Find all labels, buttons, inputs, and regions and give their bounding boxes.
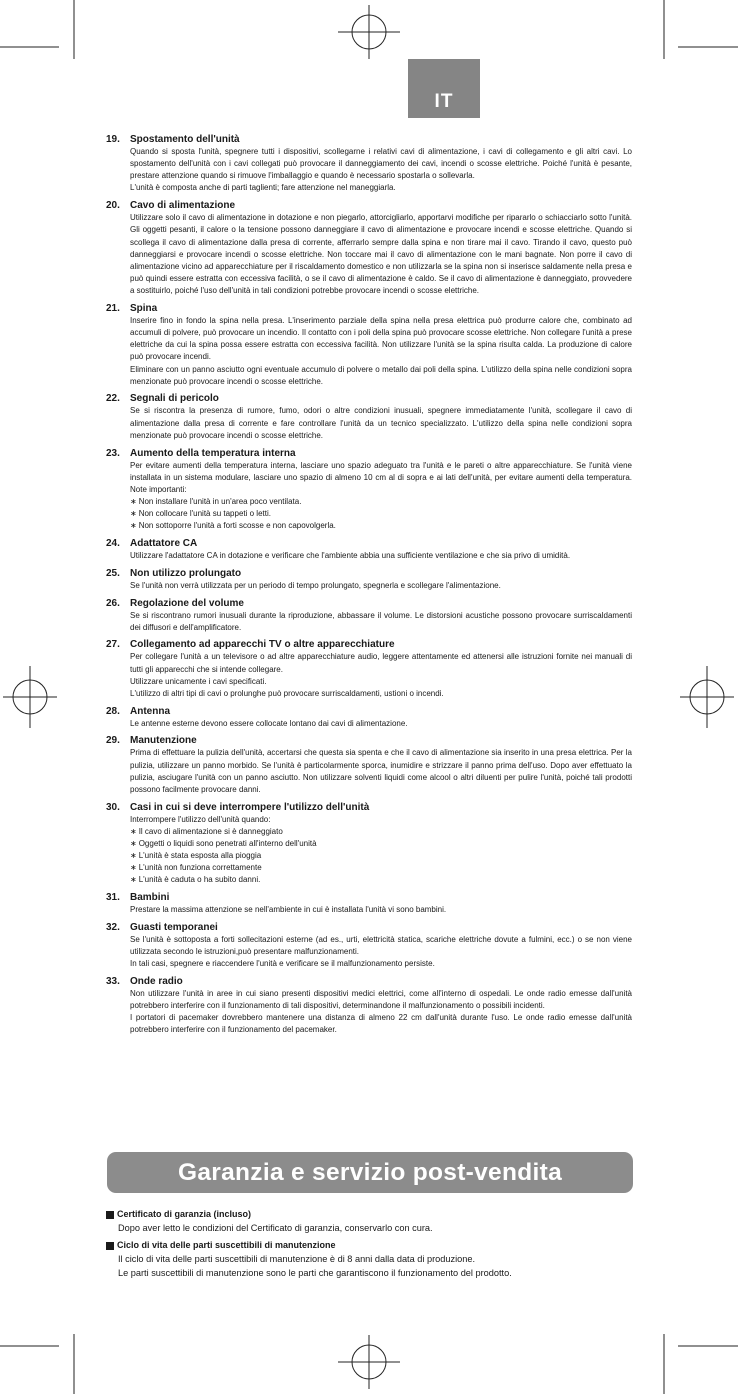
instruction-item: [106, 448, 632, 533]
item-body: [130, 892, 632, 916]
item-body: [130, 538, 632, 562]
item-title: Spina: [130, 302, 158, 314]
instruction-item: [106, 393, 632, 441]
paragraph: Se si riscontrano rumori inusuali durante la riproduzione, abbassare il volume. Le distorsioni acustiche possono provocare surriscaldamenti dei diffusori e dell'amplificatore.: [130, 610, 632, 632]
instruction-item: [106, 303, 632, 388]
item-title: Onde radio: [130, 975, 183, 987]
item-body: [130, 735, 632, 796]
bullet-line: ∗ Non collocare l'unità su tappeti o letti.: [130, 508, 632, 520]
item-body: [130, 303, 632, 388]
bullet-line: ∗ L'unità è stata esposta alla pioggia: [130, 850, 632, 862]
paragraph: Prestare la massima attenzione se nell'ambiente in cui è installata l'unità vi sono bambini.: [130, 905, 447, 915]
section-banner: Garanzia e servizio post-vendita: [107, 1152, 633, 1193]
item-title: Spostamento dell'unità: [130, 134, 240, 145]
instruction-item: [106, 639, 632, 700]
paragraph: Se l'unità è sottoposta a forti sollecitazioni esterne (ad es., urti, elettricità statica, scariche elettriche dovute a fulmini, ecc.) o se non viene utilizzata secondo le istruzioni,può presentare malfunzionamenti.: [130, 934, 632, 957]
item-number: 25.: [106, 567, 120, 579]
item-body: [130, 976, 632, 1037]
paragraph: Per collegare l'unità a un televisore o ad altre apparecchiature audio, leggere attentamente ed attenersi alle istruzioni fornite nei manuali di tutti gli apparecchi che si intende collegare.: [130, 652, 632, 674]
item-body: [130, 393, 632, 441]
item-body: [130, 134, 632, 195]
bullet-line: ∗ L'unità non funziona correttamente: [130, 862, 632, 874]
item-number: 29.: [106, 735, 120, 747]
item-number: 30.: [106, 801, 120, 813]
language-tab: IT: [408, 59, 480, 118]
item-body: [130, 200, 632, 297]
paragraph: Eliminare con un panno asciutto ogni eventuale accumulo di polvere o metallo dai poli della spina. L'utilizzo della spina nelle condizioni sopra menzionate può provocare incendi o scosse elettriche.: [130, 364, 632, 386]
paragraph: Non utilizzare l'unità in aree in cui siano presenti dispositivi medici elettrici, come all'interno di ospedali. Le onde radio emesse dall'unità potrebbero interferire con il funzionamento di tali dispositivi, determinandone il malfunzionamento o possibili incidenti.: [130, 988, 632, 1011]
paragraph: Prima di effettuare la pulizia dell'unità, accertarsi che questa sia spenta e che il cavo di alimentazione sia inserito in una presa elettrica. Per la pulizia, utilizzare un panno morbido. Se l'unità è particolarmente sporca, inumidire e strizzare il panno prima dell'uso. Dopo aver effettuato la pulizia, asciugare l'unità con un panno asciutto. Non utilizzare solventi liquidi come alcool o altri diluenti per pulire l'unità, poiché tali prodotti possono facilmente provocare danni.: [130, 748, 632, 794]
warranty-section: [106, 1208, 636, 1284]
item-body: [130, 568, 632, 592]
item-number: 28.: [106, 705, 120, 717]
warranty-line: Dopo aver letto le condizioni del Certificato di garanzia, conservarlo con cura.: [118, 1223, 433, 1233]
warranty-subsection: [106, 1208, 636, 1235]
instruction-item: [106, 568, 632, 592]
item-body: [130, 639, 632, 700]
item-number: 21.: [106, 302, 120, 314]
item-title: Casi in cui si deve interrompere l'utilizzo dell'unità: [130, 801, 370, 813]
paragraph: Per evitare aumenti della temperatura interna, lasciare uno spazio adeguato tra l'unità e le pareti o altre apparecchiature. Se l'unità viene installata in un sistema modulare, lasciare uno spazio di almeno 10 cm al di sopra e ai lati dell'unità, per evitare aumenti della temperatura. Note importanti:: [130, 460, 632, 494]
item-body: [130, 802, 632, 887]
paragraph: L'utilizzo di altri tipi di cavi o prolunghe può provocare surriscaldamenti, ustioni o incendi.: [130, 688, 444, 698]
warranty-heading: [106, 1239, 636, 1252]
item-title: Adattatore CA: [130, 538, 198, 550]
item-title: Cavo di alimentazione: [130, 200, 236, 212]
paragraph: Inserire fino in fondo la spina nella presa. L'inserimento parziale della spina nella presa elettrica può produrre calore che, combinato ad accumuli di polvere, può provocare un incendio. Il contatto con i poli della spina può provocare scosse elettriche. Non collegare l'unità a prese elettriche da cui la spina possa essere estratta con eccessiva facilità. Non utilizzare l'unità se la spina risulta calda. La produzione di calore può provocare incendi.: [130, 315, 632, 362]
paragraph: Utilizzare unicamente i cavi specificati.: [130, 676, 267, 686]
paragraph: Quando si sposta l'unità, spegnere tutti i dispositivi, scollegarne i relativi cavi di alimentazione, i cavi di collegamento e gli altri cavi. Lo spostamento dell'unità con i cavi collegati può provocare il danneggiamento dei cavi, incendi o scosse elettriche. Poiché l'unità è pesante, prestare attenzione quando si rimuove l'imballaggio e quando è necessario spostarla o sollevarla.: [130, 147, 632, 181]
safety-instructions-list: [106, 134, 632, 1042]
warranty-subsection: [106, 1239, 636, 1280]
item-title: Segnali di pericolo: [130, 393, 219, 405]
item-title: Regolazione del volume: [130, 597, 244, 609]
instruction-item: [106, 976, 632, 1037]
item-title: Manutenzione: [130, 735, 197, 747]
warranty-heading: [106, 1208, 636, 1221]
paragraph: Utilizzare l'adattatore CA in dotazione e verificare che l'ambiente abbia una sufficiente ventilazione e che sia privo di umidità.: [130, 551, 571, 561]
bullet-line: ∗ Oggetti o liquidi sono penetrati all'interno dell'unità: [130, 838, 632, 850]
paragraph: Se si riscontra la presenza di rumore, fumo, odori o altre condizioni inusuali, spegnere immediatamente l'unità, scollegare il cavo di alimentazione dalla presa di corrente e fare controllare l'unità da un tecnico specializzato. L'utilizzo della spina nelle condizioni sopra menzionate può provocare incendi o scosse elettriche.: [130, 406, 632, 440]
instruction-item: [106, 538, 632, 562]
item-number: 23.: [106, 447, 120, 459]
paragraph: I portatori di pacemaker dovrebbero mantenere una distanza di almeno 22 cm dall'unità durante l'uso. Le onde radio emesse dall'unità potrebbero interferire con il funzionamento del pacemaker.: [130, 1013, 632, 1035]
bullet-line: ∗ Non sottoporre l'unità a forti scosse e non capovolgerla.: [130, 520, 632, 532]
item-title: Antenna: [130, 705, 170, 717]
item-number: 32.: [106, 921, 120, 933]
square-bullet-icon: [106, 1211, 114, 1219]
paragraph: In tali casi, spegnere e riaccendere l'unità e verificare se il malfunzionamento persiste.: [130, 959, 435, 969]
item-number: 19.: [106, 134, 120, 145]
warranty-line: Il ciclo di vita delle parti suscettibili di manutenzione è di 8 anni dalla data di produzione.: [118, 1254, 475, 1264]
instruction-item: [106, 922, 632, 970]
instruction-item: [106, 735, 632, 796]
bullet-line: ∗ Il cavo di alimentazione si è danneggiato: [130, 826, 632, 838]
instruction-item: [106, 892, 632, 916]
item-title: Aumento della temperatura interna: [130, 447, 296, 459]
paragraph: Le antenne esterne devono essere collocate lontano dai cavi di alimentazione.: [130, 718, 408, 728]
instruction-item: [106, 134, 632, 195]
paragraph: L'unità è composta anche di parti taglienti; fare attenzione nel maneggiarla.: [130, 183, 396, 193]
item-title: Bambini: [130, 892, 170, 904]
item-number: 24.: [106, 538, 120, 550]
item-body: [130, 922, 632, 970]
item-title: Non utilizzo prolungato: [130, 567, 242, 579]
warranty-heading-text: Ciclo di vita delle parti suscettibili di manutenzione: [117, 1240, 336, 1250]
item-number: 22.: [106, 393, 120, 405]
instruction-item: [106, 200, 632, 297]
bullet-line: ∗ L'unità è caduta o ha subito danni.: [130, 874, 632, 886]
item-number: 31.: [106, 892, 120, 904]
paragraph: Se l'unità non verrà utilizzata per un periodo di tempo prolungato, spegnerla e scollegare l'alimentazione.: [130, 580, 501, 590]
instruction-item: [106, 802, 632, 887]
warranty-heading-text: Certificato di garanzia (incluso): [117, 1209, 252, 1219]
square-bullet-icon: [106, 1242, 114, 1250]
item-title: Guasti temporanei: [130, 921, 218, 933]
item-number: 20.: [106, 200, 120, 212]
item-title: Collegamento ad apparecchi TV o altre apparecchiature: [130, 639, 395, 651]
item-number: 27.: [106, 639, 120, 651]
item-body: [130, 448, 632, 533]
instruction-item: [106, 706, 632, 730]
instruction-item: [106, 598, 632, 634]
item-body: [130, 706, 632, 730]
item-number: 26.: [106, 597, 120, 609]
bullet-line: ∗ Non installare l'unità in un'area poco ventilata.: [130, 496, 632, 508]
item-body: [130, 598, 632, 634]
warranty-line: Le parti suscettibili di manutenzione sono le parti che garantiscono il funzionamento del prodotto.: [118, 1268, 512, 1278]
paragraph: Utilizzare solo il cavo di alimentazione in dotazione e non piegarlo, attorcigliarlo, apportarvi modifiche per ripararlo o schiacciarlo sotto l'unità. Gli oggetti pesanti, il calore o la tensione possono danneggiare il cavo di alimentazione e provocare incendi e scosse elettriche. Quando si scollega il cavo di alimentazione dalla presa di corrente, afferrarlo sempre dalla spina e non tirare mai il cavo. Tirando il cavo, questo può danneggiarsi e provocare incendi o scosse elettriche. Non toccare mai il cavo di alimentazione con le mani bagnate. Non porre il cavo di alimentazione vicino ad apparecchiature per il riscaldamento domestico e non utilizzarla se la spina non si inserisce saldamente nella presa e può quindi essere estratta con eccessiva facilità, o se il cavo di alimentazione è caldo. Se il cavo di alimentazione è danneggiato, provvedere a sostituirlo, poiché l'uso dell'unità in tali condizioni potrebbe provocare incendi o scosse elettriche.: [130, 213, 632, 296]
paragraph: Interrompere l'utilizzo dell'unità quando:: [130, 814, 271, 824]
item-number: 33.: [106, 975, 120, 987]
